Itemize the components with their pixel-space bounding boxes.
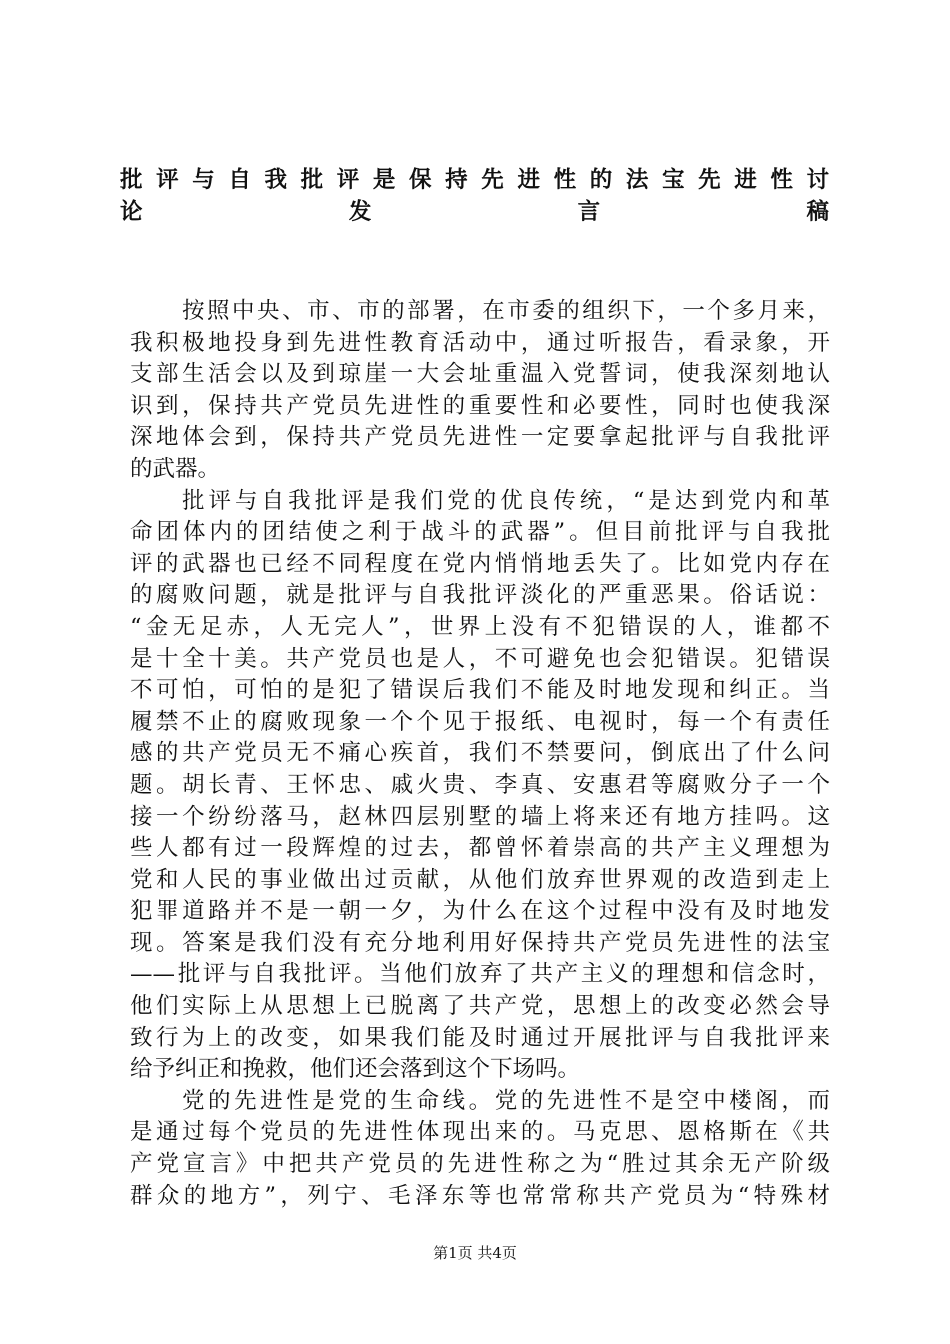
text-line: “金无足赤，人无完人”，世界上没有不犯错误的人，谁都不 xyxy=(130,613,830,640)
text-line: ——批评与自我批评。当他们放弃了共产主义的理想和信念时， xyxy=(130,961,830,988)
text-line: 产党宣言》中把共产党员的先进性称之为“胜过其余无产阶级 xyxy=(130,1151,830,1178)
text-line: 给予纠正和挽救，他们还会落到这个下场吗。 xyxy=(130,1056,581,1083)
document-title xyxy=(120,165,830,228)
text-line: 不可怕，可怕的是犯了错误后我们不能及时地发现和纠正。当 xyxy=(130,677,830,704)
page-footer: 第1页 共4页 xyxy=(433,1244,517,1262)
text-line: 党和人民的事业做出过贡献，从他们放弃世界观的改造到走上 xyxy=(130,866,830,893)
text-line: 是通过每个党员的先进性体现出来的。马克思、恩格斯在《共 xyxy=(130,1119,830,1146)
text-line: 党的先进性是党的生命线。党的先进性不是空中楼阁，而 xyxy=(182,1087,830,1114)
text-line: 支部生活会以及到琼崖一大会址重温入党誓词，使我深刻地认 xyxy=(130,361,830,388)
text-line: 评的武器也已经不同程度在党内悄悄地丢失了。比如党内存在 xyxy=(130,550,830,577)
text-line: 的腐败问题，就是批评与自我批评淡化的严重恶果。俗话说： xyxy=(130,582,830,609)
text-line: 按照中央、市、市的部署，在市委的组织下，一个多月来， xyxy=(182,298,830,324)
title-line: 批评与自我批评是保持先进性的法宝先进性讨 xyxy=(120,167,830,193)
text-line: 履禁不止的腐败现象一个个见于报纸、电视时，每一个有责任 xyxy=(130,708,830,735)
title-line: 论发言稿 xyxy=(120,198,830,225)
text-line: 识到，保持共产党员先进性的重要性和必要性，同时也使我深 xyxy=(130,392,830,419)
text-line: 些人都有过一段辉煌的过去，都曾怀着崇高的共产主义理想为 xyxy=(130,835,830,862)
paragraph-3 xyxy=(130,1086,830,1212)
text-line: 群众的地方”，列宁、毛泽东等也常常称共产党员为“特殊材 xyxy=(130,1182,830,1209)
text-line: 是十全十美。共产党员也是人，不可避免也会犯错误。犯错误 xyxy=(130,645,830,672)
paragraph-2 xyxy=(130,486,830,1086)
text-line: 犯罪道路并不是一朝一夕，为什么在这个过程中没有及时地发 xyxy=(130,898,830,925)
text-line: 批评与自我批评是我们党的优良传统，“是达到党内和革 xyxy=(182,487,830,514)
text-line: 现。答案是我们没有充分地利用好保持共产党员先进性的法宝 xyxy=(130,929,830,956)
text-line: 我积极地投身到先进性教育活动中，通过听报告，看录象，开 xyxy=(130,329,830,356)
text-line: 接一个纷纷落马，赵林四层别墅的墙上将来还有地方挂吗。这 xyxy=(130,803,830,830)
text-line: 他们实际上从思想上已脱离了共产党，思想上的改变必然会导 xyxy=(130,993,830,1020)
text-line: 的武器。 xyxy=(130,455,221,482)
document-body xyxy=(130,296,830,1212)
text-line: 题。胡长青、王怀忠、戚火贵、李真、安惠君等腐败分子一个 xyxy=(130,771,830,798)
text-line: 致行为上的改变，如果我们能及时通过开展批评与自我批评来 xyxy=(130,1024,830,1051)
text-line: 命团体内的团结使之利于战斗的武器”。但目前批评与自我批 xyxy=(130,519,830,546)
text-line: 深地体会到，保持共产党员先进性一定要拿起批评与自我批评 xyxy=(130,424,830,451)
paragraph-1 xyxy=(130,296,830,486)
text-line: 感的共产党员无不痛心疾首，我们不禁要问，倒底出了什么问 xyxy=(130,740,830,767)
